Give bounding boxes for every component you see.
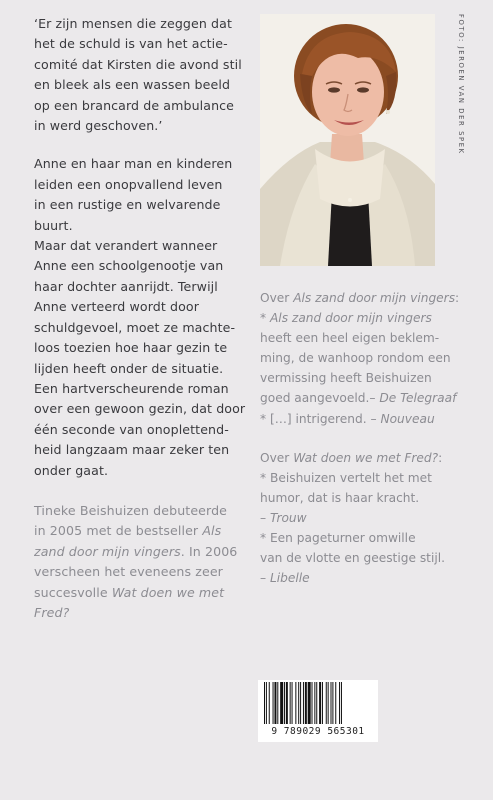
bio-line: zand door mijn vingers. In 2006 [34,543,238,559]
author-bio [34,501,249,623]
bio-line: in 2005 met de bestseller Als [34,523,222,539]
bio-line: Tineke Beishuizen debuteerde [34,502,228,518]
isbn-number: 9 789029 565301 [271,726,365,737]
review-quotes [260,288,460,607]
bio-line: Fred? [34,604,70,620]
reviews-book-1: Over Als zand door mijn vingers: * Als zand door mijn vingers heeft een heel eigen beklem- ming, de wanhoop rondom een vermissing heeft Beishuizen goed aangevoeld.– De Telegraaf * […] intrigerend. – Nouveau [260,291,460,426]
blurb-paragraph: Anne en haar man en kinderen leiden een onopvallend leven in een rustige en welvarende buurt. Maar dat verandert wanneer Anne een schoolgenootje van haar dochter aanrijdt. Terwijl Anne verteerd wordt door schuldgevoel, moet ze machte- loos toezien hoe haar gezin te lijden heeft onder de situatie. Een hartverscheurende roman over een gewoon gezin, dat door één seconde van onoplettend- heid langzaam maar zeker ten onder gaat. [34,156,246,478]
bio-line: succesvolle Wat doen we met [34,584,225,600]
photo-credit: FOTO: JEROEN VAN DER SPEK [457,14,465,155]
back-cover-text [34,14,249,623]
reviews-book-2: Over Wat doen we met Fred?: * Beishuizen vertelt het met humor, dat is haar kracht. – Trouw * Een pageturner omwille van de vlotte en geestige stijl. – Libelle [260,450,445,586]
opening-quote: ‘Er zijn mensen die zeggen dat het de schuld is van het actie- comité dat Kirsten die avond stil en bleek als een wassen beeld op een brancard de ambulance in werd geschoven.’ [34,16,242,134]
isbn-barcode [258,680,378,742]
author-photo [260,14,435,266]
bio-line: verscheen het eveneens zeer [34,564,223,580]
barcode-bars [264,682,372,726]
